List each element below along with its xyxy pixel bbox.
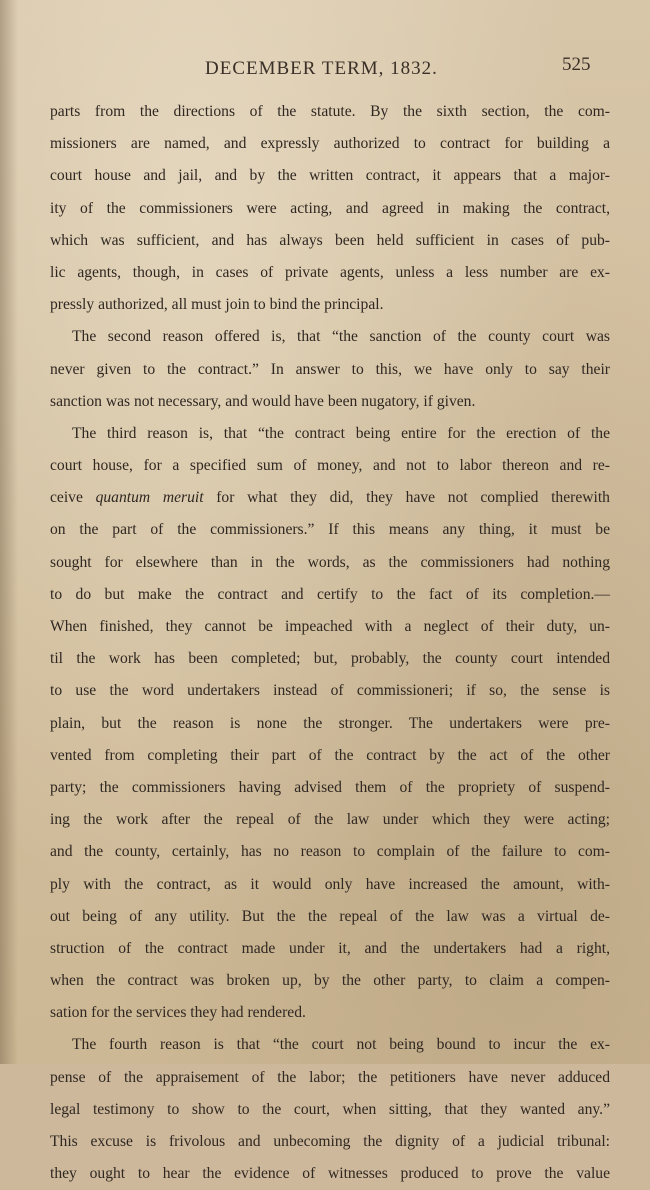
text-line: to do but make the contract and certify to the fact of its completion.— [50,585,610,603]
text-line: they ought to hear the evidence of witnesses produced to prove the value [50,1165,610,1183]
text-line: to use the word undertakers instead of commissioneri; if so, the sense is [50,682,610,700]
text-line [50,482,610,514]
text-line: The fourth reason is that “the court not being bound to incur the ex- [72,1036,610,1054]
text-line: sought for elsewhere than in the words, as the commissioners had nothing [50,553,610,571]
text-line: When finished, they cannot be impeached with a neglect of their duty, un- [50,618,610,635]
text-line: out being of any utility. But the the repeal of the law was a virtual de- [50,907,610,925]
text-line: court house, for a specified sum of money, and not to labor thereon and re- [50,457,610,475]
text-line: legal testimony to show to the court, when sitting, that they wanted any.” [50,1100,610,1118]
text-line: when the contract was broken up, by the other party, to claim a compen- [50,972,610,990]
text-line: court house and jail, and by the written contract, it appears that a major- [50,167,610,185]
page-header [0,56,650,86]
text-line: which was sufficient, and has always been held sufficient in cases of pub- [50,231,610,249]
text-line: missioners are named, and expressly authorized to contract for building a [50,135,610,153]
text-segment: ceive [50,489,96,507]
text-line: ing the work after the repeal of the law under which they were acting; [50,811,610,829]
text-line: This excuse is frivolous and unbecoming the dignity of a judicial tribunal: [50,1133,610,1150]
running-head: DECEMBER TERM, 1832. [205,58,438,79]
page-number: 525 [562,54,591,75]
text-line: pense of the appraisement of the labor; the petitioners have never adduced [50,1068,610,1086]
text-line: never given to the contract.” In answer to this, we have only to say their [50,360,610,378]
text-line: lic agents, though, in cases of private agents, unless a less number are ex- [50,263,610,281]
text-segment: for what they did, they have not complied therewith [203,489,610,507]
text-line: and the county, certainly, has no reason to complain of the failure to com- [50,843,610,861]
text-line: struction of the contract made under it, and the undertakers had a right, [50,939,610,957]
text-line: sanction was not necessary, and would have been nugatory, if given. [50,392,476,410]
text-line: vented from completing their part of the contract by the act of the other [50,746,610,764]
text-line: parts from the directions of the statute. By the sixth section, the com- [50,103,610,120]
text-line: til the work has been completed; but, probably, the county court intended [50,650,610,668]
text-line: The second reason offered is, that “the sanction of the county court was [72,328,610,346]
text-line: sation for the services they had rendered. [50,1004,306,1022]
text-line: pressly authorized, all must join to bind the principal. [50,296,384,314]
text-line: party; the commissioners having advised them of the propriety of suspend- [50,778,610,796]
text-line: ply with the contract, as it would only have increased the amount, with- [50,875,610,893]
text-line: The third reason is, that “the contract being entire for the erection of the [72,424,610,442]
text-line: plain, but the reason is none the stronger. The undertakers were pre- [50,714,610,732]
text-line: on the part of the commissioners.” If this means any thing, it must be [50,521,610,539]
italic-phrase: quantum meruit [95,489,204,507]
body-text [50,96,610,1190]
text-line: ity of the commissioners were acting, and agreed in making the contract, [50,199,610,217]
